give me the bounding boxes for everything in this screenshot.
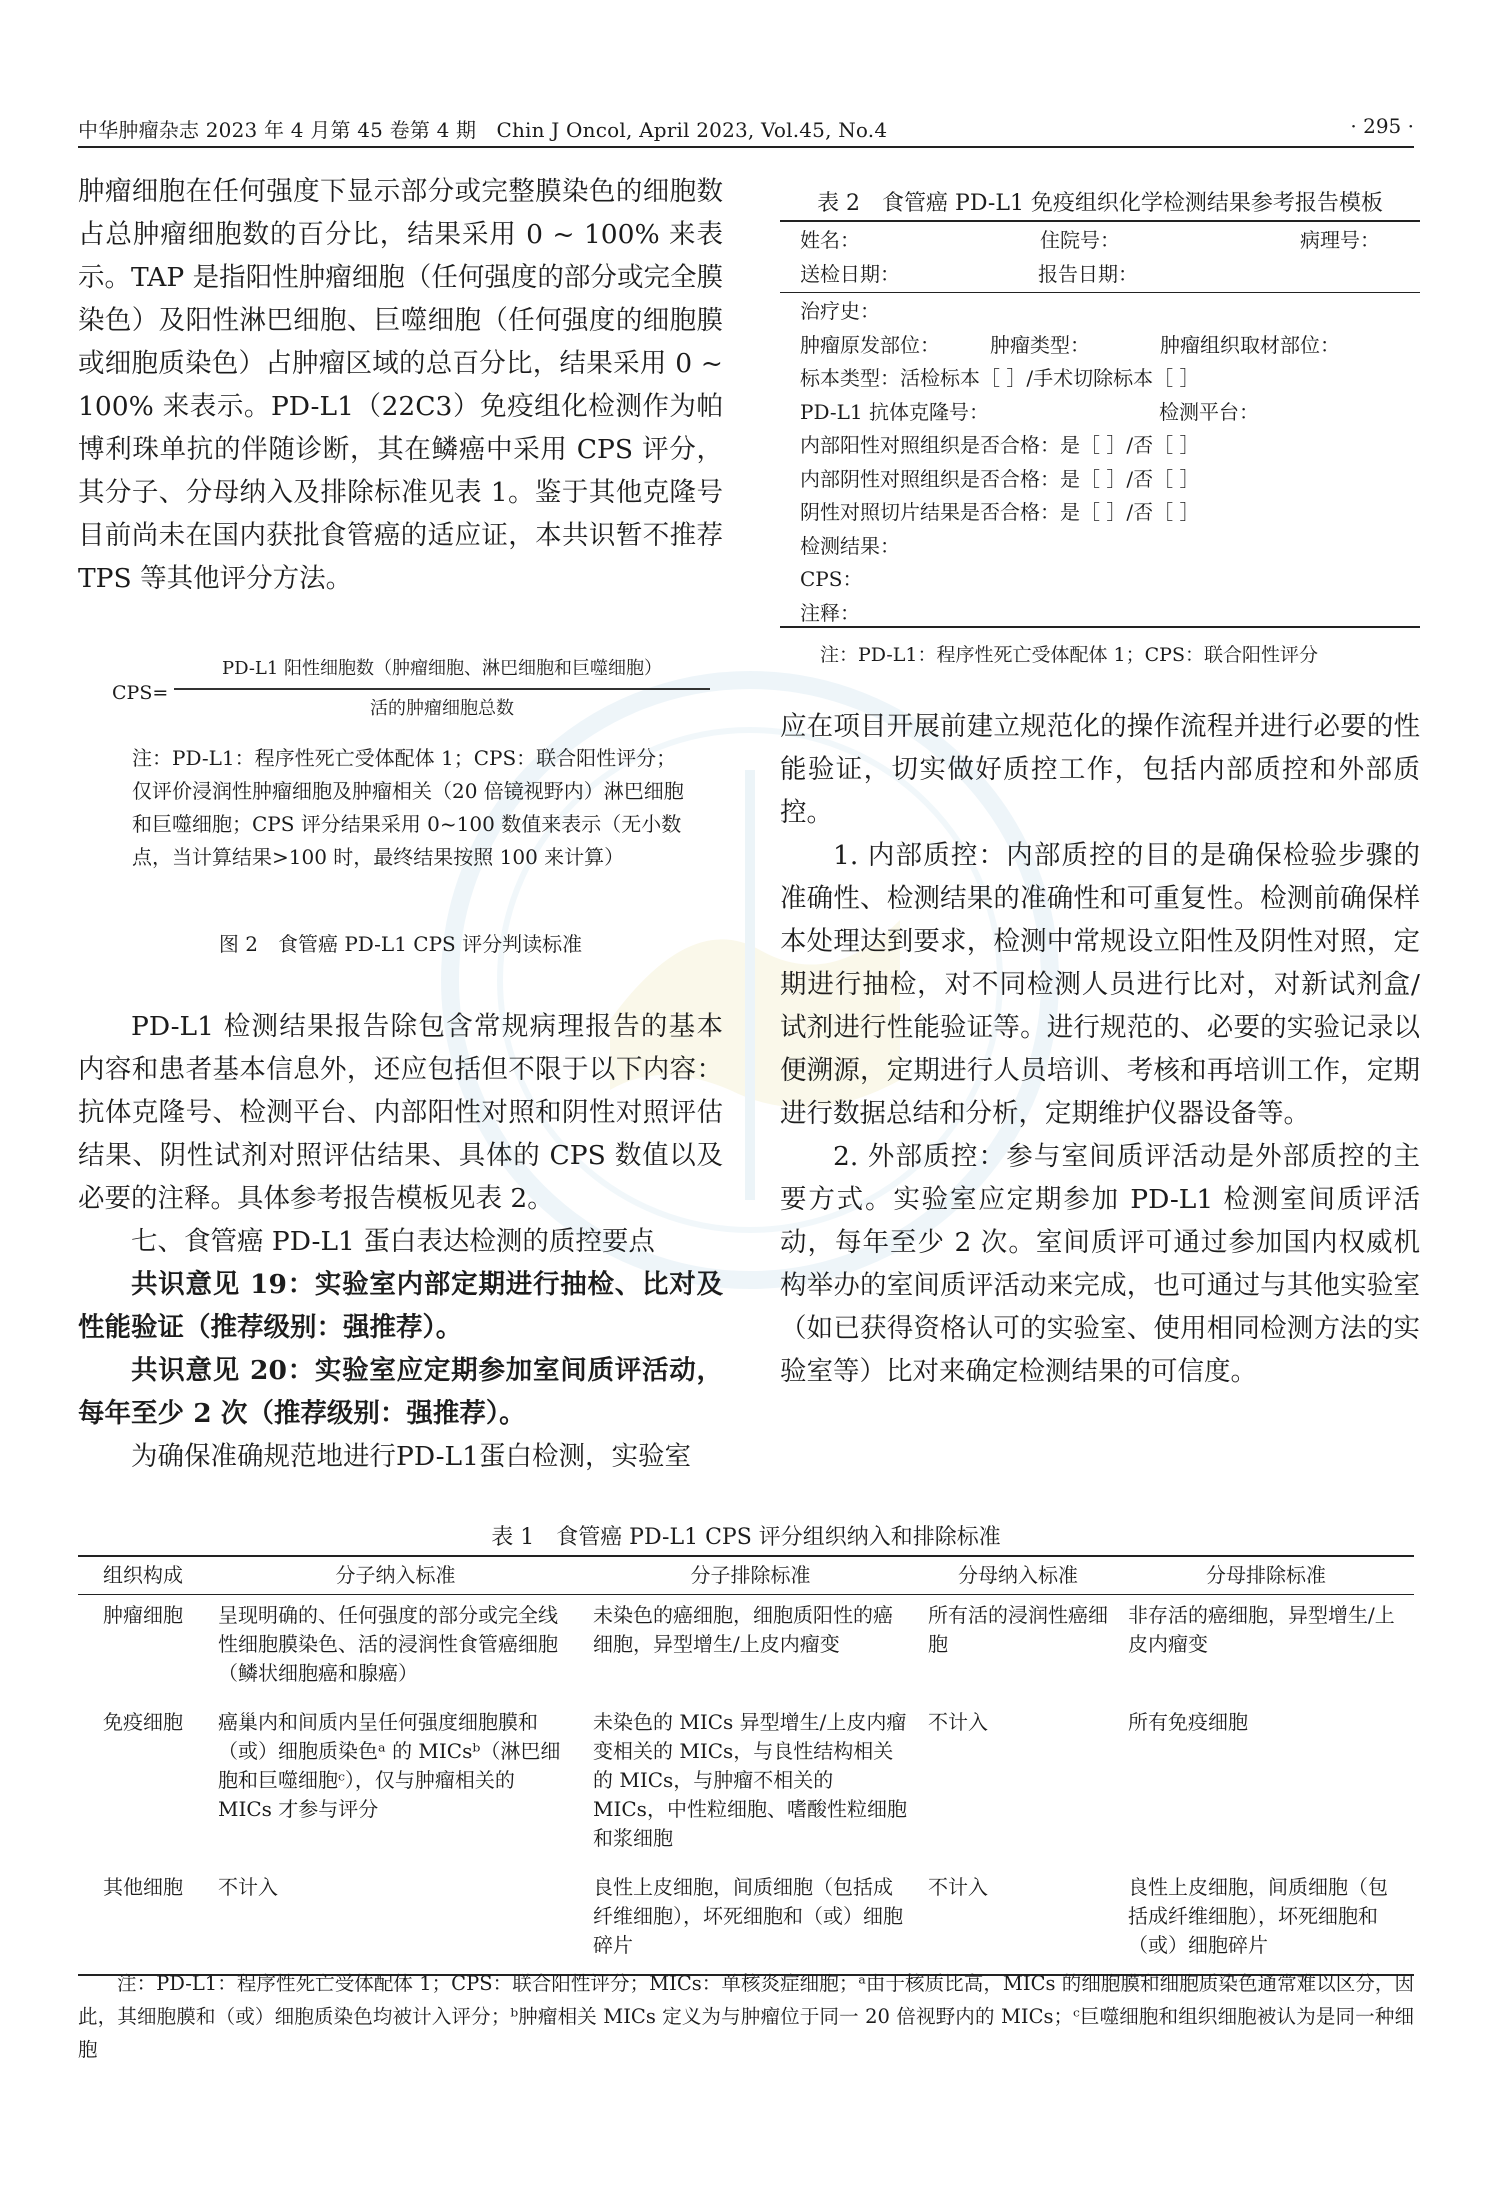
table1: [78, 1555, 1414, 1976]
table-cell: 其他细胞: [78, 1867, 208, 1975]
table2-line: 内部阳性对照组织是否合格：是［ ］/否［ ］: [800, 433, 1200, 457]
table1-header: 分母纳入标准: [918, 1556, 1118, 1595]
table2-mid-rule: [780, 292, 1420, 293]
right-column: [780, 705, 1420, 1393]
running-header: 中华肿瘤杂志 2023 年 4 月第 45 卷第 4 期 Chin J Oncol, April 2023, Vol.45, No.4: [78, 118, 888, 142]
table2-note: 注：PD-L1：程序性死亡受体配体 1；CPS：联合阳性评分: [820, 644, 1318, 666]
formula-denominator: 活的肿瘤细胞总数: [370, 698, 514, 719]
table2-line: 内部阴性对照组织是否合格：是［ ］/否［ ］: [800, 466, 1200, 491]
table2-row: [800, 258, 1410, 292]
table1-header: 分子排除标准: [583, 1556, 918, 1595]
table2-bottom-rule: [780, 626, 1420, 628]
field-pathology-no: 病理号：: [1300, 228, 1380, 252]
table-cell: 呈现明确的、任何强度的部分或完全线性细胞膜染色、活的浸润性食管癌细胞（鳞状细胞癌和腺癌）: [218, 1603, 558, 1685]
left-column-top: [78, 170, 723, 600]
table2-line: 标本类型：活检标本［ ］/手术切除标本［ ］: [800, 366, 1200, 390]
table-cell: 癌巢内和间质内呈任何强度细胞膜和（或）细胞质染色ᵃ 的 MICsᵇ（淋巴细胞和巨噬细胞ᶜ），仅与肿瘤相关的 MICs 才参与评分: [218, 1710, 561, 1821]
consensus-19: 共识意见 19：实验室内部定期进行抽检、比对及性能验证（推荐级别：强推荐）。: [78, 1269, 723, 1343]
fraction-bar: [174, 688, 710, 690]
table-row: [78, 1595, 1414, 1703]
table-cell: 良性上皮细胞，间质细胞（包括成纤维细胞），坏死细胞和（或）细胞碎片: [583, 1867, 918, 1975]
table-cell: 免疫细胞: [103, 1710, 183, 1734]
table1-note: 注：PD-L1：程序性死亡受体配体 1；CPS：联合阳性评分；MICs：单核炎症细胞；ᵃ由于核质比高，MICs 的细胞膜和细胞质染色通常难以区分，因此，其细胞膜和（或）细胞质染色均被计入评分；ᵇ肿瘤相关 MICs 定义为与肿瘤位于同一 20 倍视野内的 MICs；ᶜ巨噬细胞和组织细胞被认为是同一种细胞: [78, 1972, 1414, 2061]
table-cell: 非存活的癌细胞，异型增生/上皮内瘤变: [1128, 1603, 1395, 1656]
figure-note: 注：PD-L1：程序性死亡受体配体 1；CPS：联合阳性评分；仅评价浸润性肿瘤细胞及肿瘤相关（20 倍镜视野内）淋巴细胞和巨噬细胞；CPS 评分结果采用 0~100 数值来表示（无小数点，当计算结果>100 时，最终结果按照 100 来计算）: [132, 746, 684, 869]
table2-caption: 表 2 食管癌 PD-L1 免疫组织化学检测结果参考报告模板: [817, 191, 1383, 216]
table2-row: [800, 224, 1410, 258]
paragraph: 肿瘤细胞在任何强度下显示部分或完整膜染色的细胞数占总肿瘤细胞数的百分比，结果采用 0 ~ 100% 来表示。TAP 是指阳性肿瘤细胞（任何强度的部分或完全膜染色）及阳性淋巴细胞、巨噬细胞（任何强度的细胞膜或细胞质染色）占肿瘤区域的总百分比，结果采用 0 ~ 100% 来表示。PD-L1（22C3）免疫组化检测作为帕博利珠单抗的伴随诊断，其在鳞癌中采用 CPS 评分，其分子、分母纳入及排除标准见表 1。鉴于其他克隆号目前尚未在国内获批食管癌的适应证，本共识暂不推荐 TPS 等其他评分方法。: [78, 176, 723, 594]
table-cell: 良性上皮细胞，间质细胞（包括成纤维细胞），坏死细胞和（或）细胞碎片: [1118, 1867, 1414, 1975]
table-cell: 未染色的癌细胞，细胞质阳性的癌细胞，异型增生/上皮内瘤变: [593, 1603, 893, 1656]
table1-header-row: [78, 1556, 1414, 1595]
table-cell: 所有免疫细胞: [1128, 1710, 1248, 1734]
table2-line: 阴性对照切片结果是否合格：是［ ］/否［ ］: [800, 500, 1200, 524]
table-cell: 所有活的浸润性癌细胞: [928, 1603, 1108, 1656]
section-heading: 七、食管癌 PD-L1 蛋白表达检测的质控要点: [131, 1226, 655, 1257]
table2-line: 肿瘤原发部位： 肿瘤类型： 肿瘤组织取材部位：: [800, 332, 1340, 357]
field-inpatient-no: 住院号：: [1040, 228, 1120, 252]
table-row: [78, 1867, 1414, 1975]
table2-line: 注释：: [800, 600, 860, 625]
table1-caption: 表 1 食管癌 PD-L1 CPS 评分组织纳入和排除标准: [491, 1525, 1001, 1550]
consensus-20: 共识意见 20：实验室应定期参加室间质评活动，每年至少 2 次（推荐级别：强推荐）。: [78, 1355, 723, 1429]
table2-line: PD-L1 抗体克隆号： 检测平台：: [800, 399, 1259, 424]
page-number: · 295 ·: [1350, 114, 1414, 138]
table2-line: CPS：: [800, 567, 863, 591]
cps-formula: [112, 648, 712, 730]
left-column-bottom: [78, 1005, 723, 1478]
table-cell: 不计入: [918, 1867, 1118, 1975]
formula-label: CPS=: [112, 682, 169, 704]
figure-caption: 图 2 食管癌 PD-L1 CPS 评分判读标准: [218, 932, 583, 956]
table2-body: [800, 224, 1410, 630]
table-cell: 不计入: [208, 1867, 583, 1975]
paragraph: 1. 内部质控：内部质控的目的是确保检验步骤的准确性、检测结果的准确性和可重复性。检测前确保样本处理达到要求，检测中常规设立阳性及阴性对照，定期进行抽检，对不同检测人员进行比对，对新试剂盒/试剂进行性能验证等。进行规范的、必要的实验记录以便溯源，定期进行人员培训、考核和再培训工作，定期进行数据总结和分析，定期维护仪器设备等。: [780, 840, 1420, 1129]
table-cell: 未染色的 MICs 异型增生/上皮内瘤变相关的 MICs，与良性结构相关的 MICs，与肿瘤不相关的 MICs，中性粒细胞、嗜酸性粒细胞和浆细胞: [593, 1710, 907, 1850]
table1-header: 分母排除标准: [1118, 1556, 1414, 1595]
table2-top-rule: [780, 220, 1420, 222]
table-row: [78, 1702, 1414, 1867]
paragraph: PD-L1 检测结果报告除包含常规病理报告的基本内容和患者基本信息外，还应包括但不限于以下内容：抗体克隆号、检测平台、内部阳性对照和阴性对照评估结果、阴性试剂对照评估结果、具体的 CPS 数值以及必要的注释。具体参考报告模板见表 2。: [78, 1011, 723, 1214]
field-name: 姓名：: [800, 228, 860, 252]
header-rule: [78, 146, 1414, 148]
table2-line: 治疗史：: [800, 299, 880, 323]
paragraph: 为确保准确规范地进行PD-L1蛋白检测，实验室: [131, 1441, 691, 1472]
field-report-date: 报告日期：: [1038, 261, 1138, 286]
table1-header: 分子纳入标准: [208, 1556, 583, 1595]
table2-line: 检测结果：: [800, 533, 900, 558]
table1-header: 组织构成: [78, 1556, 208, 1595]
field-submit-date: 送检日期：: [800, 261, 900, 286]
table-cell: 不计入: [928, 1710, 988, 1734]
table-cell: 肿瘤细胞: [103, 1603, 183, 1627]
formula-numerator: PD-L1 阳性细胞数（肿瘤细胞、淋巴细胞和巨噬细胞）: [221, 658, 663, 679]
paragraph: 2. 外部质控：参与室间质评活动是外部质控的主要方式。实验室应定期参加 PD-L1 检测室间质评活动，每年至少 2 次。室间质评可通过参加国内权威机构举办的室间质评活动来完成，也可通过与其他实验室（如已获得资格认可的实验室、使用相同检测方法的实验室等）比对来确定检测结果的可信度。: [780, 1141, 1420, 1387]
paragraph: 应在项目开展前建立规范化的操作流程并进行必要的性能验证，切实做好质控工作，包括内部质控和外部质控。: [780, 711, 1420, 828]
